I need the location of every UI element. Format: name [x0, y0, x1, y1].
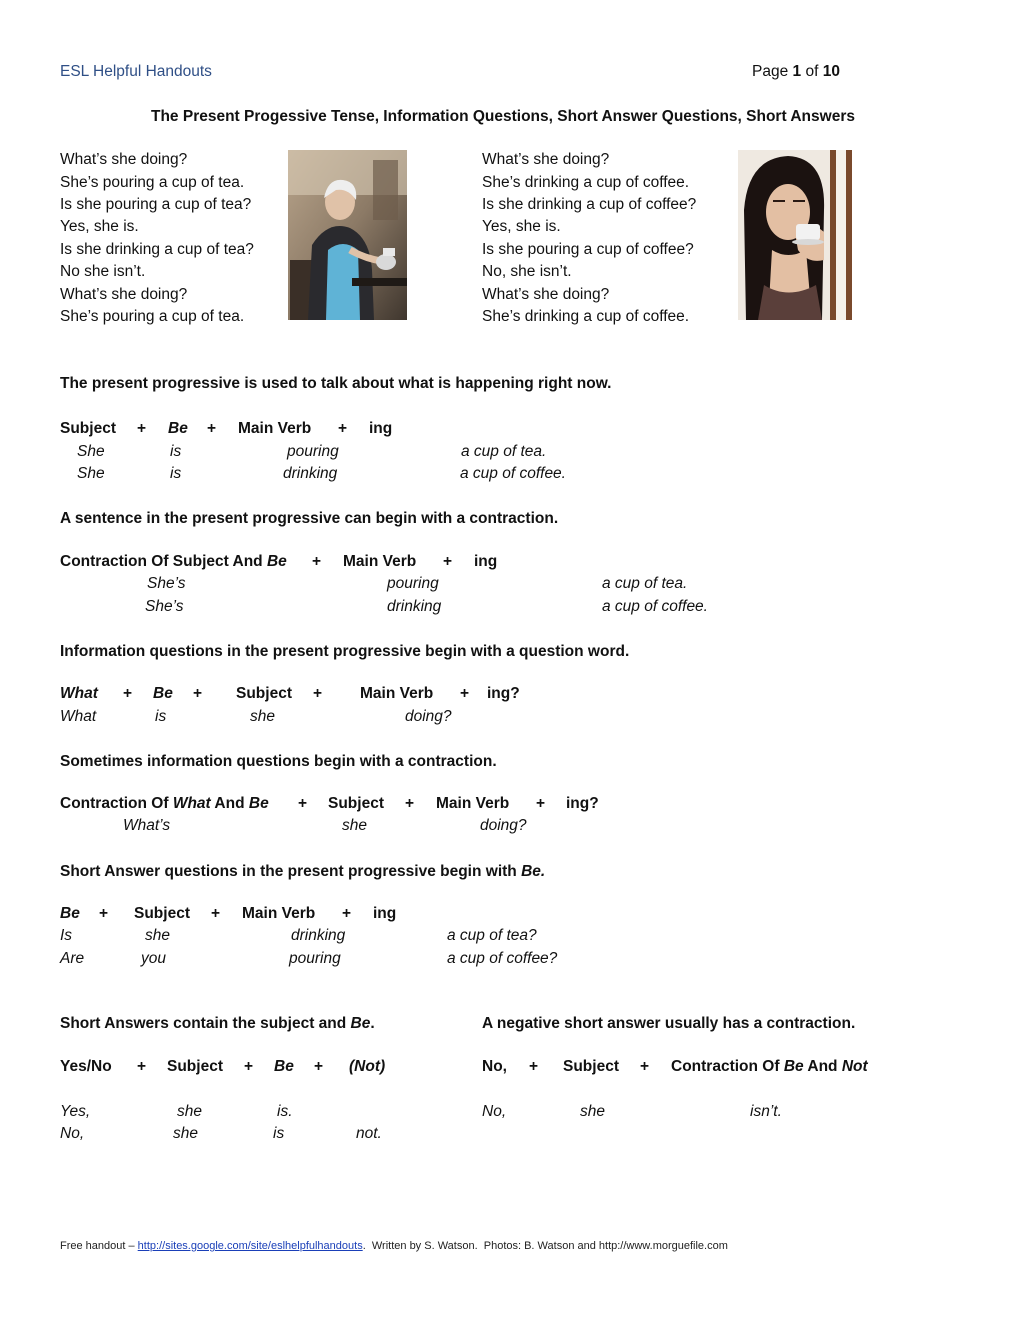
- formula-contraction: [671, 1059, 868, 1075]
- formula-contraction: [60, 554, 287, 570]
- page-of: of: [805, 63, 819, 80]
- formula-plus: +: [313, 685, 323, 702]
- dialog-line: What’s she doing?: [60, 286, 188, 303]
- example-contraction: What’s: [123, 817, 171, 834]
- section-heading: A sentence in the present progressive can begin with a contraction.: [60, 510, 559, 527]
- page-number: [752, 64, 840, 80]
- photo-woman-drinking-coffee: [738, 150, 852, 320]
- dialog-line: Is she drinking a cup of tea?: [60, 241, 254, 258]
- formula-not: Not: [841, 1058, 868, 1075]
- section-heading: Information questions in the present progressive begin with a question word.: [60, 643, 630, 660]
- formula-main-verb: Main Verb: [436, 795, 510, 812]
- example-verb: pouring: [387, 575, 439, 592]
- section-heading: The present progressive is used to talk about what is happening right now.: [60, 375, 612, 392]
- dialog-line: What’s she doing?: [482, 286, 610, 303]
- dialog-line: She’s drinking a cup of coffee.: [482, 308, 690, 325]
- example-subject: she: [580, 1103, 605, 1120]
- formula-and: And: [210, 795, 249, 812]
- formula-plus: +: [338, 420, 348, 437]
- formula-what: What: [60, 685, 98, 702]
- example-be: is: [155, 708, 167, 725]
- formula-subject: Subject: [134, 905, 190, 922]
- formula-be: Be: [783, 1058, 804, 1075]
- section-heading-period: .: [370, 1015, 375, 1032]
- example-object: a cup of tea.: [461, 443, 547, 460]
- section-heading-text: Short Answer questions in the present progressive begin with: [60, 863, 522, 880]
- formula-subject: Subject: [60, 420, 116, 437]
- example-verb: drinking: [291, 927, 346, 944]
- example-verb: pouring: [289, 950, 341, 967]
- photo-woman-pouring-tea: [288, 150, 407, 320]
- example-be: Are: [60, 950, 85, 967]
- formula-ing: ing: [369, 420, 393, 437]
- example-subject: you: [141, 950, 166, 967]
- formula-plus: +: [207, 420, 217, 437]
- example-object: a cup of coffee.: [602, 598, 708, 615]
- dialog-line: No she isn’t.: [60, 263, 146, 280]
- formula-no: No,: [482, 1058, 507, 1075]
- formula-subject: Subject: [328, 795, 384, 812]
- section-heading: [60, 1016, 375, 1032]
- formula-plus: +: [536, 795, 546, 812]
- formula-plus: +: [99, 905, 109, 922]
- formula-plus: +: [137, 1058, 147, 1075]
- section-heading-be: Be.: [521, 863, 546, 880]
- formula-plus: +: [529, 1058, 539, 1075]
- example-yesno: Yes,: [60, 1103, 91, 1120]
- section-heading-be: Be: [350, 1015, 371, 1032]
- footer-link[interactable]: http://sites.google.com/site/eslhelpfulhandouts: [137, 1240, 363, 1252]
- example-subject: she: [342, 817, 367, 834]
- example-subject: she: [177, 1103, 202, 1120]
- page-total: 10: [822, 63, 840, 80]
- dialog-line: She’s pouring a cup of tea.: [60, 308, 245, 325]
- formula-subject: Subject: [236, 685, 292, 702]
- example-no: No,: [482, 1103, 507, 1120]
- formula-main-verb: Main Verb: [360, 685, 434, 702]
- footer: [60, 1241, 728, 1252]
- formula-main-verb: Main Verb: [238, 420, 312, 437]
- section-heading-text: Short Answers contain the subject and: [60, 1015, 351, 1032]
- formula-ing: ing?: [487, 685, 520, 702]
- formula-contraction-label: Contraction Of: [60, 795, 173, 812]
- formula-plus: +: [640, 1058, 650, 1075]
- formula-be: Be: [168, 420, 188, 437]
- formula-plus: +: [193, 685, 203, 702]
- example-what: What: [60, 708, 97, 725]
- example-object: a cup of tea?: [447, 927, 537, 944]
- formula-plus: +: [460, 685, 470, 702]
- example-be: is: [273, 1125, 285, 1142]
- example-be: is.: [277, 1103, 293, 1120]
- page-label: Page: [752, 63, 789, 80]
- formula-plus: +: [312, 553, 322, 570]
- footer-credits: . Written by S. Watson. Photos: B. Watson and http://www.morguefile.com: [362, 1240, 728, 1252]
- example-verb: drinking: [283, 465, 338, 482]
- formula-ing: ing: [474, 553, 498, 570]
- section-heading: [60, 864, 545, 880]
- example-verb: doing?: [405, 708, 452, 725]
- formula-what: What: [172, 795, 211, 812]
- example-yesno: No,: [60, 1125, 85, 1142]
- dialog-line: Yes, she is.: [482, 218, 561, 235]
- example-be: Is: [60, 927, 73, 944]
- example-subject: She: [77, 443, 105, 460]
- formula-plus: +: [405, 795, 415, 812]
- dialog-line: Is she pouring a cup of tea?: [60, 196, 252, 213]
- example-contraction: isn’t.: [750, 1103, 782, 1120]
- formula-plus: +: [314, 1058, 324, 1075]
- formula-plus: +: [298, 795, 308, 812]
- page-current: 1: [792, 63, 802, 80]
- example-subject: she: [145, 927, 170, 944]
- example-contraction: She’s: [147, 575, 186, 592]
- formula-main-verb: Main Verb: [242, 905, 316, 922]
- example-contraction: She’s: [145, 598, 184, 615]
- page-title: The Present Progessive Tense, Information Questions, Short Answer Questions, Short Answers: [151, 108, 855, 125]
- section-heading: Sometimes information questions begin with a contraction.: [60, 753, 497, 770]
- formula-be: Be: [153, 685, 173, 702]
- example-object: a cup of coffee?: [447, 950, 558, 967]
- formula-ing: ing?: [566, 795, 599, 812]
- example-verb: doing?: [480, 817, 527, 834]
- example-be: is: [170, 465, 182, 482]
- dialog-line: Yes, she is.: [60, 218, 139, 235]
- formula-plus: +: [342, 905, 352, 922]
- formula-contraction-label: Contraction Of: [671, 1058, 784, 1075]
- formula-plus: +: [123, 685, 133, 702]
- formula-main-verb: Main Verb: [343, 553, 417, 570]
- formula-be: Be: [60, 905, 80, 922]
- dialog-line: What’s she doing?: [482, 151, 610, 168]
- dialog-line: She’s drinking a cup of coffee.: [482, 174, 690, 191]
- document-header-title: ESL Helpful Handouts: [60, 63, 212, 80]
- formula-contraction: [60, 796, 269, 812]
- footer-prefix: Free handout –: [60, 1240, 138, 1252]
- formula-and: And: [803, 1058, 842, 1075]
- section-heading: A negative short answer usually has a contraction.: [482, 1015, 856, 1032]
- dialog-line: Is she drinking a cup of coffee?: [482, 196, 697, 213]
- dialog-line: She’s pouring a cup of tea.: [60, 174, 245, 191]
- formula-be: Be: [266, 553, 287, 570]
- formula-plus: +: [443, 553, 453, 570]
- dialog-line: No, she isn’t.: [482, 263, 572, 280]
- formula-plus: +: [137, 420, 147, 437]
- dialog-line: Is she pouring a cup of coffee?: [482, 241, 694, 258]
- formula-be: Be: [274, 1058, 294, 1075]
- example-subject: she: [173, 1125, 198, 1142]
- formula-yesno: Yes/No: [60, 1058, 112, 1075]
- formula-be: Be: [248, 795, 269, 812]
- dialog-line: What’s she doing?: [60, 151, 188, 168]
- example-object: a cup of tea.: [602, 575, 688, 592]
- formula-subject: Subject: [167, 1058, 223, 1075]
- formula-contraction-label: Contraction Of Subject And: [60, 553, 267, 570]
- example-verb: pouring: [287, 443, 339, 460]
- example-object: a cup of coffee.: [460, 465, 566, 482]
- example-subject: She: [77, 465, 105, 482]
- example-verb: drinking: [387, 598, 442, 615]
- formula-not: (Not): [349, 1058, 386, 1075]
- example-be: is: [170, 443, 182, 460]
- formula-ing: ing: [373, 905, 397, 922]
- formula-plus: +: [244, 1058, 254, 1075]
- example-not: not.: [356, 1125, 382, 1142]
- formula-plus: +: [211, 905, 221, 922]
- example-subject: she: [250, 708, 275, 725]
- formula-subject: Subject: [563, 1058, 619, 1075]
